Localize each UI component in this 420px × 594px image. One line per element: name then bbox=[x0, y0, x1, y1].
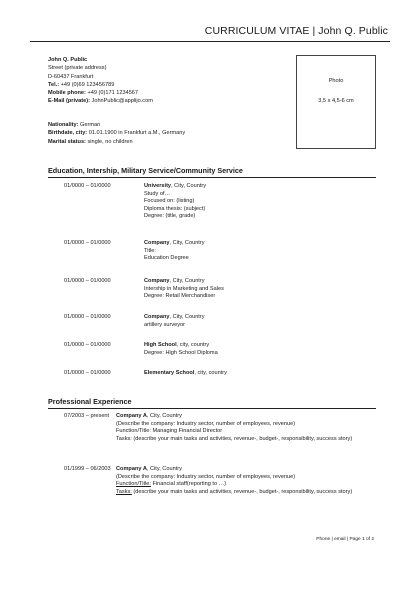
entry-line: Focused on: (listing) bbox=[144, 198, 195, 205]
entry-line: Study of… bbox=[144, 190, 171, 197]
entry-place: , city, country bbox=[176, 342, 210, 348]
personal-details bbox=[48, 121, 185, 146]
entry-description: (Describe the company: Industry sector, number of employees, revenue) bbox=[116, 473, 296, 480]
entry-date: 01/0000 – 01/0000 bbox=[64, 183, 111, 189]
tasks-label: Tasks: bbox=[116, 435, 132, 442]
street: Street (private address) bbox=[48, 65, 107, 72]
entry-line: Diploma thesis: (subject) bbox=[144, 205, 206, 212]
photo-label: Photo bbox=[328, 78, 344, 84]
city: D-60437 Frankfurt bbox=[48, 73, 94, 80]
cv-title: CURRICULUM VITAE | John Q. Public bbox=[204, 25, 388, 37]
mobile-value: +49 (0)171 1234567 bbox=[87, 90, 139, 97]
entry-name: Elementary School bbox=[144, 370, 195, 376]
entry-date: 01/0000 – 01/0000 bbox=[64, 370, 111, 376]
entry-body bbox=[144, 240, 376, 263]
tel-label: Tel.: bbox=[48, 81, 60, 88]
tel-value: +49 (0)69 123456789 bbox=[60, 81, 115, 88]
entry-line: Degree: High School Diploma bbox=[144, 349, 218, 356]
entry-name: Company bbox=[144, 314, 170, 320]
entry-line: artillery surveyor bbox=[144, 321, 186, 328]
entry-name: Company bbox=[144, 240, 170, 246]
entry-body bbox=[144, 370, 376, 378]
page-header bbox=[30, 26, 390, 42]
entry-name: Company A bbox=[116, 466, 147, 472]
tasks-value: (describe your main tasks and activities, revenue-, budget-, responsibility, success story) bbox=[131, 488, 353, 495]
function-value: Managing Financial Director bbox=[150, 428, 223, 435]
entry-place: , City, Country bbox=[169, 278, 205, 284]
entry-place: , City, Country bbox=[146, 413, 182, 419]
entry-date: 01/0000 – 01/0000 bbox=[64, 342, 111, 348]
personal-info bbox=[48, 56, 153, 106]
function-label: Function/Title: bbox=[116, 481, 151, 488]
entry-body bbox=[144, 342, 376, 357]
experience-section-title: Professional Experience bbox=[48, 397, 376, 409]
entry-name: Company A bbox=[116, 413, 147, 419]
education-section-title: Education, Intership, Military Service/Community Service bbox=[48, 166, 376, 178]
email-value[interactable]: JohnPublic@applijo.com bbox=[91, 98, 153, 105]
entry-date: 07/2003 – present bbox=[64, 413, 110, 419]
entry-name: Company bbox=[144, 278, 170, 284]
mobile-label: Mobile phone: bbox=[48, 90, 86, 97]
full-name: John Q. Public bbox=[48, 57, 88, 63]
entry-date: 01/0000 – 01/0000 bbox=[64, 314, 111, 320]
tasks-label: Tasks: bbox=[116, 488, 132, 495]
entry-line: Degree: Retail Merchandiser bbox=[144, 293, 216, 300]
entry-line: Degree: (title, grade) bbox=[144, 213, 196, 220]
entry-place: , city, country bbox=[194, 370, 227, 376]
entry-body bbox=[116, 466, 376, 496]
entry-line: Title: bbox=[144, 247, 156, 254]
photo-placeholder bbox=[296, 55, 376, 149]
birth-value: 01.01.1900 in Frankfurt a.M., Germany bbox=[88, 130, 186, 137]
marital-label: Marital status: bbox=[48, 138, 86, 145]
entry-place: , City, Country bbox=[169, 314, 205, 320]
function-label: Function/Title: bbox=[116, 428, 151, 435]
page-footer: Phone | email | Page 1 of 2 bbox=[316, 537, 374, 542]
email-label: E-Mail (private): bbox=[48, 98, 90, 105]
photo-size: 3,5 x 4,5-6 cm bbox=[318, 98, 354, 104]
entry-line: Intership in Marketing and Sales bbox=[144, 285, 224, 292]
entry-body bbox=[144, 278, 376, 301]
entry-place: , City, Country bbox=[171, 183, 207, 189]
entry-name: University bbox=[144, 183, 172, 189]
birth-label: Birthdate, city: bbox=[48, 130, 88, 137]
entry-date: 01/0000 – 01/0000 bbox=[64, 240, 111, 246]
function-value: Financial staff(reporting to …) bbox=[150, 481, 227, 488]
entry-date: 01/1999 – 06/2003 bbox=[64, 466, 111, 472]
nationality-label: Nationality: bbox=[48, 122, 79, 128]
marital-value: single, no children bbox=[87, 138, 133, 145]
entry-place: , City, Country bbox=[146, 466, 182, 472]
entry-description: (Describe the company: Industry sector, number of employees, revenue) bbox=[116, 420, 296, 427]
tasks-value: (describe your main tasks and activities, revenue-, budget-, responsibility, success story) bbox=[131, 435, 353, 442]
entry-body bbox=[144, 314, 376, 329]
entry-name: High School bbox=[144, 342, 177, 348]
nationality-value: German bbox=[80, 122, 101, 128]
entry-body bbox=[144, 183, 376, 221]
entry-place: , City, Country bbox=[169, 240, 205, 246]
entry-date: 01/0000 – 01/0000 bbox=[64, 278, 111, 284]
entry-body bbox=[116, 413, 376, 443]
entry-line: Education Degree bbox=[144, 255, 189, 262]
